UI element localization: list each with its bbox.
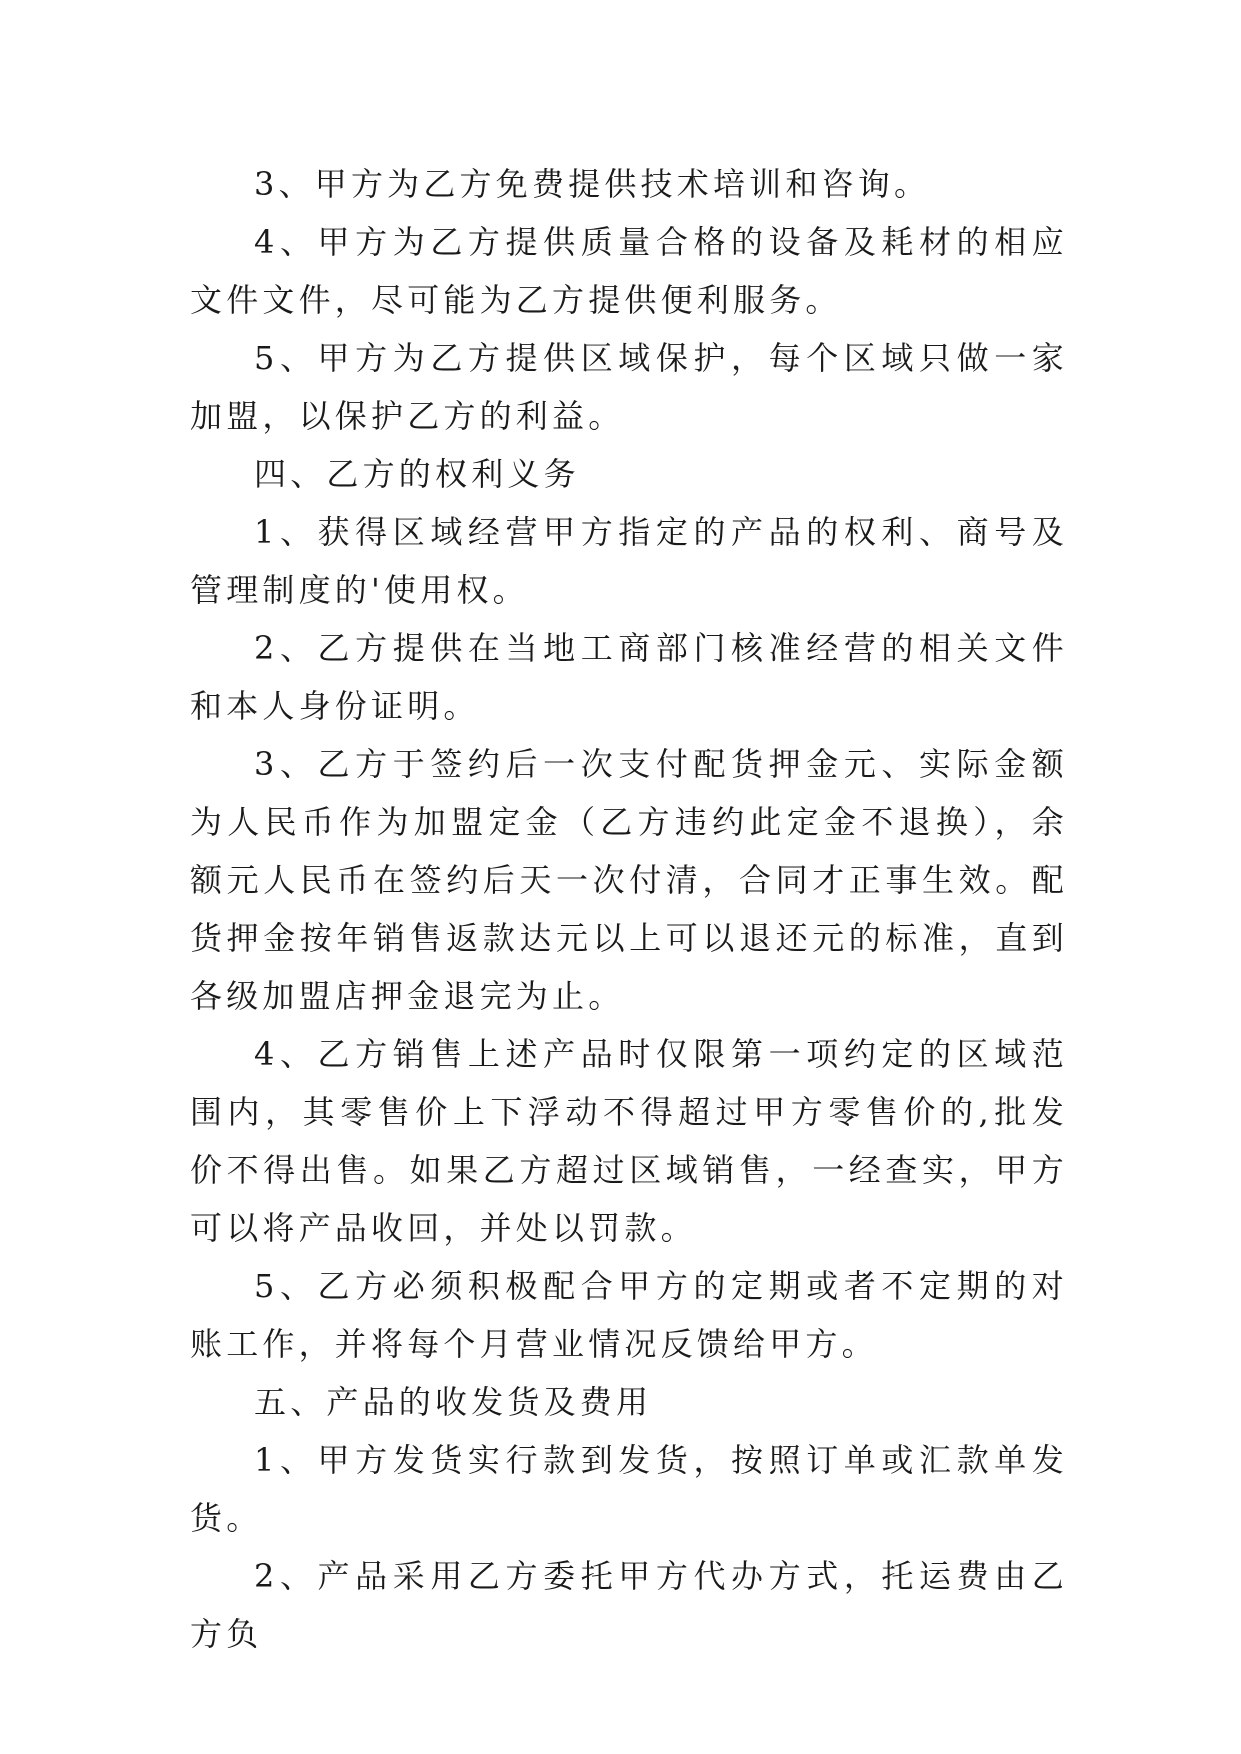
paragraph-item-1-usage-right: 1、获得区域经营甲方指定的产品的权利、商号及管理制度的'使用权。 bbox=[190, 513, 1068, 609]
paragraph-item-5-reconciliation: 5、乙方必须积极配合甲方的定期或者不定期的对账工作，并将每个月营业情况反馈给甲方。 bbox=[190, 1267, 1068, 1363]
document-body bbox=[190, 155, 1068, 1663]
paragraph-item-2-documents: 2、乙方提供在当地工商部门核准经营的相关文件和本人身份证明。 bbox=[190, 629, 1068, 725]
paragraph-item-5-region-protection: 5、甲方为乙方提供区域保护，每个区域只做一家加盟，以保护乙方的利益。 bbox=[190, 339, 1068, 435]
paragraph-item-3-deposit: 3、乙方于签约后一次支付配货押金元、实际金额为人民币作为加盟定金（乙方违约此定金不退换），余额元人民币在签约后天一次付清，合同才正事生效。配货押金按年销售返款达元以上可以退还元的标准，直到各级加盟店押金退完为止。 bbox=[190, 745, 1068, 1015]
paragraph-item-3-training: 3、甲方为乙方免费提供技术培训和咨询。 bbox=[254, 165, 931, 203]
section-heading-shipping-fees: 五、产品的收发货及费用 bbox=[254, 1383, 653, 1421]
paragraph-item-1-shipping: 1、甲方发货实行款到发货，按照订单或汇款单发货。 bbox=[190, 1441, 1068, 1537]
paragraph-item-4-sales-region: 4、乙方销售上述产品时仅限第一项约定的区域范围内，其零售价上下浮动不得超过甲方零售价的,批发价不得出售。如果乙方超过区域销售，一经查实，甲方可以将产品收回，并处以罚款。 bbox=[190, 1035, 1068, 1247]
paragraph-item-4-equipment: 4、甲方为乙方提供质量合格的设备及耗材的相应文件文件，尽可能为乙方提供便利服务。 bbox=[190, 223, 1068, 319]
section-heading-party-b-rights: 四、乙方的权利义务 bbox=[254, 455, 580, 493]
paragraph-item-2-freight: 2、产品采用乙方委托甲方代办方式，托运费由乙方负 bbox=[190, 1557, 1068, 1653]
